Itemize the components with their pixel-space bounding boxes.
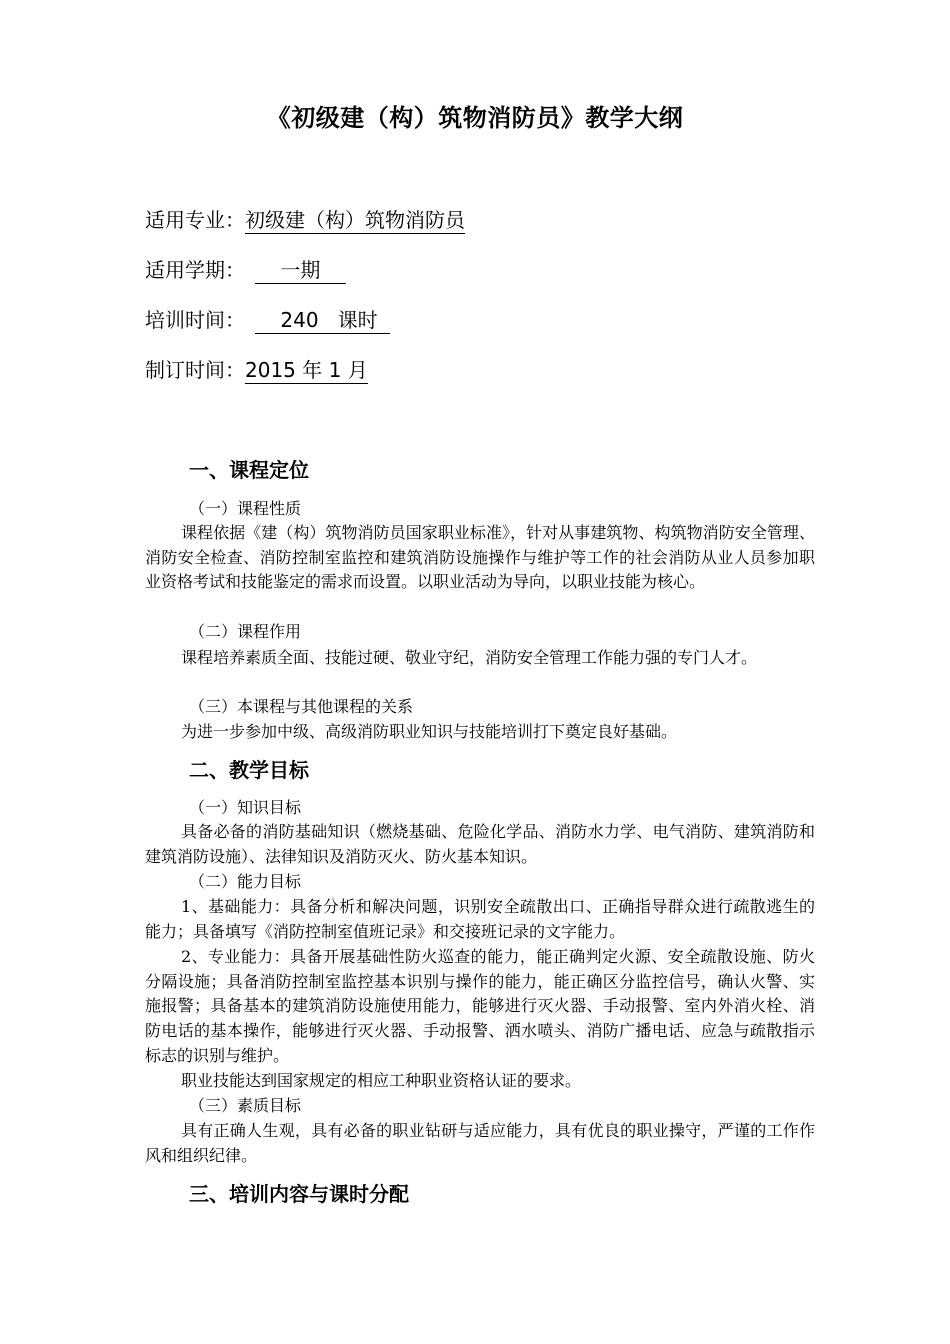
section-2-paragraph-4: 职业技能达到国家规定的相应工种职业资格认证的要求。 bbox=[181, 1071, 582, 1090]
section-1-sub-1: （一）课程性质 bbox=[189, 499, 302, 518]
meta-hours-value: 240 课时 bbox=[255, 308, 391, 332]
section-3-heading: 三、培训内容与课时分配 bbox=[189, 1182, 409, 1206]
section-2-sub-3: （三）素质目标 bbox=[189, 1096, 302, 1115]
meta-hours-row bbox=[145, 305, 390, 335]
meta-term-row bbox=[145, 255, 346, 285]
section-2-heading: 二、教学目标 bbox=[189, 758, 309, 782]
section-2-paragraph-1: 具备必备的消防基础知识（燃烧基础、危险化学品、消防水力学、电气消防、建筑消防和建筑消防设施）、法律知识及消防灭火、防火基本知识。 bbox=[145, 822, 815, 866]
section-1-paragraph-1: 课程依据《建（构）筑物消防员国家职业标准》，针对从事建筑物、构筑物消防安全管理、消防安全检查、消防控制室监控和建筑消防设施操作与维护等工作的社会消防从业人员参加职业资格考试和技能鉴定的需求而设置。以职业活动为导向，以职业技能为核心。 bbox=[145, 523, 815, 592]
section-1-paragraph-3: 为进一步参加中级、高级消防职业知识与技能培训打下奠定良好基础。 bbox=[181, 722, 678, 741]
document-title: 《初级建（构）筑物消防员》教学大纲 bbox=[266, 104, 684, 132]
section-1-heading: 一、课程定位 bbox=[189, 458, 309, 482]
meta-major-value: 初级建（构）筑物消防员 bbox=[245, 208, 465, 232]
meta-hours-label: 培训时间： bbox=[145, 308, 245, 332]
meta-date-value: 2015 年 1 月 bbox=[245, 358, 368, 382]
meta-term-value: 一期 bbox=[255, 258, 346, 282]
meta-major-row bbox=[145, 205, 465, 235]
section-2-paragraph-5: 具有正确人生观，具有必备的职业钻研与适应能力，具有优良的职业操守，严谨的工作作风和组织纪律。 bbox=[145, 1121, 815, 1165]
section-1-sub-3: （三）本课程与其他课程的关系 bbox=[189, 697, 414, 716]
section-1-paragraph-2: 课程培养素质全面、技能过硬、敬业守纪，消防安全管理工作能力强的专门人才。 bbox=[181, 648, 758, 667]
section-2-sub-2: （二）能力目标 bbox=[189, 872, 302, 891]
section-1-sub-2: （二）课程作用 bbox=[189, 622, 302, 641]
meta-major-label: 适用专业： bbox=[145, 208, 245, 232]
meta-date-label: 制订时间： bbox=[145, 358, 245, 382]
section-2-paragraph-3: 2、专业能力：具备开展基础性防火巡查的能力，能正确判定火源、安全疏散设施、防火分隔设施；具备消防控制室监控基本识别与操作的能力，能正确区分监控信号，确认火警、实施报警；具备基本的建筑消防设施使用能力，能够进行灭火器、手动报警、室内外消火栓、消防电话的基本操作，能够进行灭火器、手动报警、洒水喷头、消防广播电话、应急与疏散指示标志的识别与维护。 bbox=[145, 947, 815, 1065]
section-2-paragraph-2: 1、基础能力：具备分析和解决问题，识别安全疏散出口、正确指导群众进行疏散逃生的能力；具备填写《消防控制室值班记录》和交接班记录的文字能力。 bbox=[145, 897, 815, 941]
meta-date-row bbox=[145, 355, 368, 385]
section-2-sub-1: （一）知识目标 bbox=[189, 798, 302, 817]
meta-term-label: 适用学期： bbox=[145, 258, 245, 282]
